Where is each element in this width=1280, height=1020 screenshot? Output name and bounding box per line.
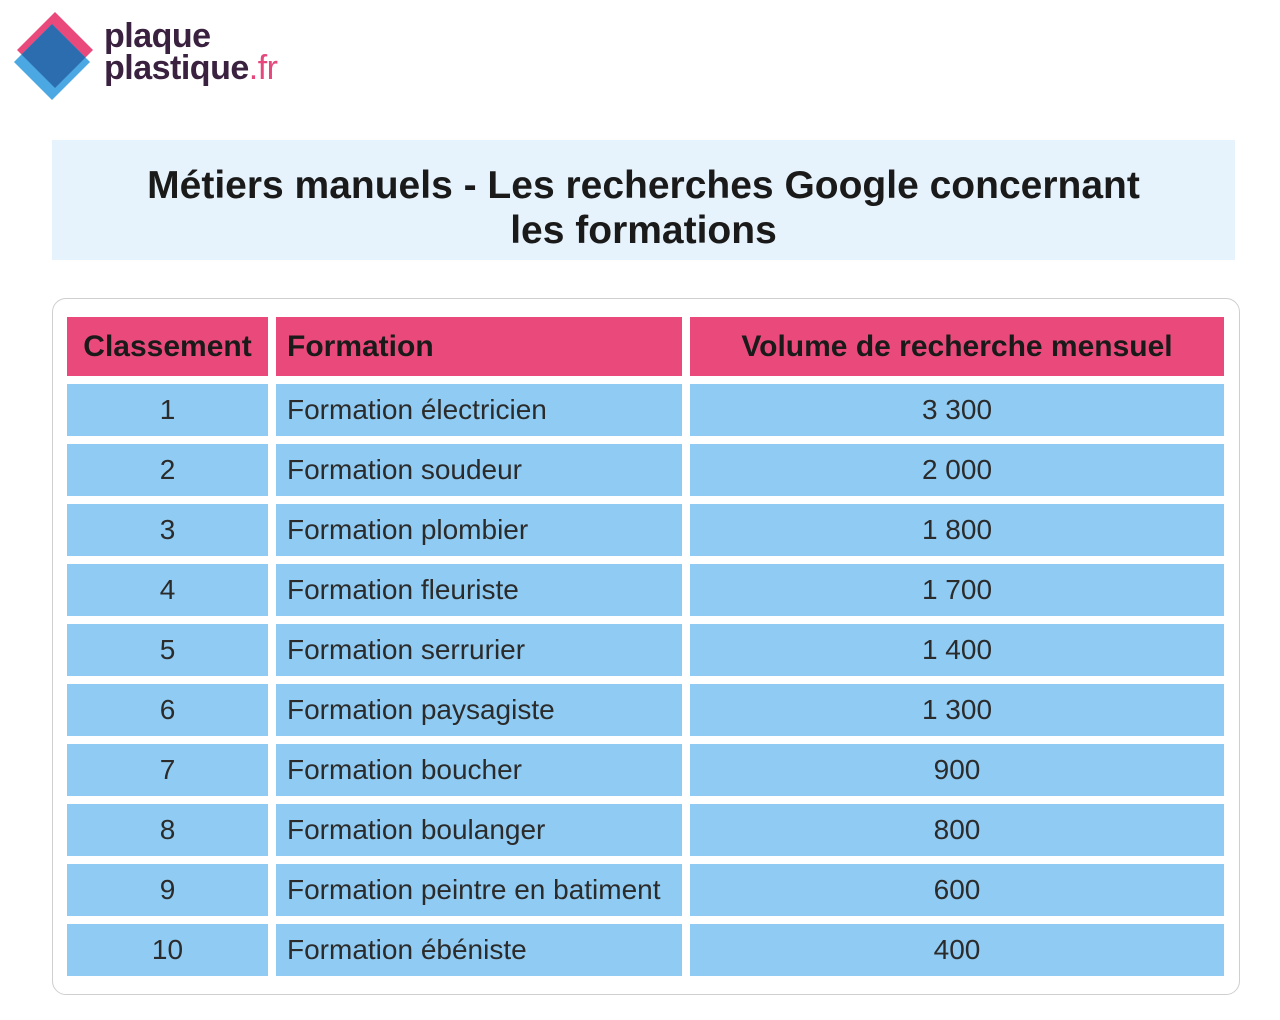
title-line-2: les formations [510,209,777,252]
cell-formation: Formation ébéniste [276,924,682,976]
cell-volume: 1 700 [690,564,1224,616]
cell-volume: 900 [690,744,1224,796]
logo-diamond-icon [0,0,100,105]
cell-volume: 600 [690,864,1224,916]
cell-rank: 7 [67,744,268,796]
cell-formation: Formation peintre en batiment [276,864,682,916]
cell-volume: 800 [690,804,1224,856]
cell-volume: 2 000 [690,444,1224,496]
cell-volume: 3 300 [690,384,1224,436]
cell-formation: Formation boucher [276,744,682,796]
cell-volume: 1 800 [690,504,1224,556]
cell-rank: 2 [67,444,268,496]
logo-line-1: plaque [104,17,211,55]
cell-volume: 1 300 [690,684,1224,736]
cell-formation: Formation plombier [276,504,682,556]
title-line-1: Métiers manuels - Les recherches Google concernant [147,164,1140,207]
logo-suffix: .fr [248,49,278,87]
logo-line-2-text: plastique [104,49,249,87]
cell-formation: Formation boulanger [276,804,682,856]
cell-formation: Formation électricien [276,384,682,436]
logo-line-2 [104,49,278,87]
cell-volume: 1 400 [690,624,1224,676]
cell-formation: Formation paysagiste [276,684,682,736]
cell-volume: 400 [690,924,1224,976]
cell-rank: 4 [67,564,268,616]
cell-rank: 5 [67,624,268,676]
cell-formation: Formation fleuriste [276,564,682,616]
header-formation: Formation [276,317,682,376]
cell-rank: 9 [67,864,268,916]
cell-rank: 10 [67,924,268,976]
ranking-table [67,317,1224,976]
cell-rank: 1 [67,384,268,436]
cell-formation: Formation serrurier [276,624,682,676]
cell-rank: 3 [67,504,268,556]
header-volume: Volume de recherche mensuel [690,317,1224,376]
header-classement: Classement [67,317,268,376]
cell-rank: 8 [67,804,268,856]
cell-rank: 6 [67,684,268,736]
cell-formation: Formation soudeur [276,444,682,496]
title-banner [52,140,1235,260]
logo-wordmark [104,17,278,87]
